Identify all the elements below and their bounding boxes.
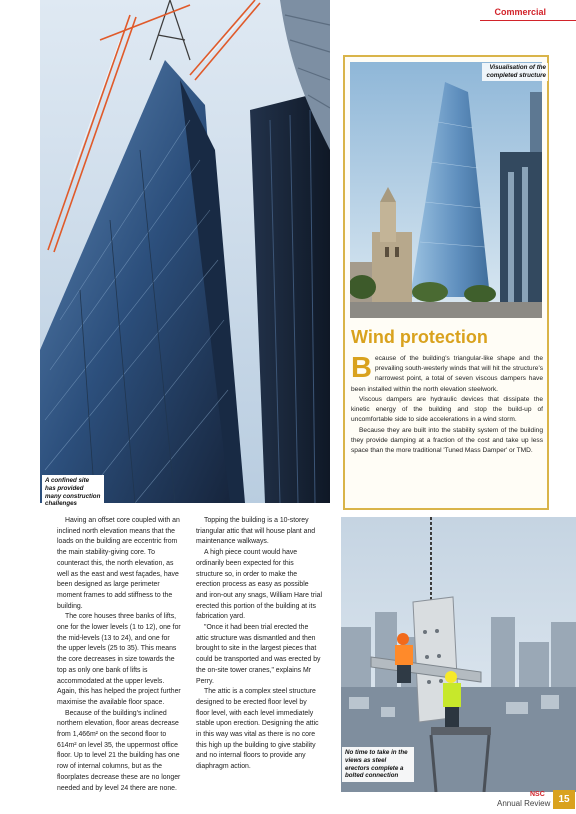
main-photo	[40, 0, 330, 503]
sidebar-paragraph: Because they are built into the stability system of the building they provide damping at a fraction of the cost and take up less space than the more traditional 'Tuned Mass Damper' or TMD.	[351, 426, 543, 454]
main-photo-caption: A confined site has provided many construction challenges	[42, 475, 104, 510]
body-paragraph: The core houses three banks of lifts, one for the lower levels (1 to 12), one for the mid-levels (13 to 24), and one for the upper levels (25 to 35). This means the core decreases in size towards the top as only one bank of lifts is accommodated at the upper levels. Again, this has helped the project further maximise the available floor space.	[57, 613, 181, 706]
footer-title: Annual Review	[497, 799, 551, 808]
sidebar-paragraph	[351, 354, 543, 395]
body-column-1	[57, 516, 181, 794]
page-number: 15	[553, 790, 575, 809]
sidebar-text	[351, 354, 543, 456]
body-column-2	[196, 516, 322, 773]
sidebar-paragraph-1-text: ecause of the building's triangular-like shape and the prevailing south-westerly winds that will hit the structure's narrowest point, a total of seven viscous dampers have been installed within the north elevation steelwork.	[351, 355, 543, 393]
body-paragraph: Having an offset core coupled with an inclined north elevation means that the loads on the building are eccentric from the main stability-giving core. To counteract this, the north elevation, as well as the east and west façades, have been designed as large perimeter moment frames to add stiffness to the building.	[57, 517, 180, 610]
sidebar-heading: Wind protection	[351, 327, 488, 347]
body-paragraph: "Once it had been trial erected the attic structure was dismantled and then brought to site in the largest pieces that could be transported and was erected by the on-site tower cranes," explains Mr Perry.	[196, 624, 321, 685]
body-paragraph: Topping the building is a 10-storey triangular attic that will house plant and maintenance walkways.	[196, 517, 316, 546]
header-rule	[480, 20, 576, 21]
footer-brand: NSC	[530, 791, 545, 798]
section-tag: Commercial	[494, 7, 546, 17]
visualisation-caption: Visualisation of the completed structure	[482, 63, 548, 81]
visualisation-photo	[350, 62, 542, 318]
body-paragraph: The attic is a complex steel structure designed to be erected floor level by floor level, with each level immediately stable upon erection. Designing the attic in this way was vital as there is no core this high up the building to give stability and no internal floors to provide any diaphragm action.	[196, 688, 319, 771]
sidebar-paragraph: Viscous dampers are hydraulic devices that dissipate the kinetic energy of the building and stop the build-up of uncomfortable side to side accelerations in a wind storm.	[351, 395, 543, 424]
body-paragraph: Because of the building's inclined northern elevation, floor areas decrease from 1,466m² on the second floor to 614m² on level 35, the uppermost office floor. Up to level 21 the building has one row of internal columns, but as the floorplates decrease these are no longer needed and by level 24 there are none.	[57, 709, 181, 792]
erectors-photo-caption: No time to take in the views as steel erectors complete a bolted connection	[342, 747, 414, 782]
body-paragraph: A high piece count would have ordinarily been expected for this structure so, in order to make the erection process as easy as possible and iron-out any snags, William Hare trial erected this portion of the building at its fabrication yard.	[196, 549, 322, 621]
drop-cap: B	[351, 352, 372, 384]
